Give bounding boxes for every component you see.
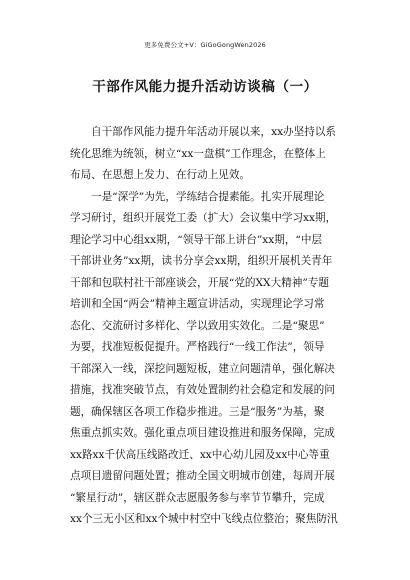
body-line: 点项目遗留问题处置；推动全国文明城市创建，每周开展: [70, 470, 335, 482]
body-line: 干部和包联村社干部座谈会，开展“党的XX大精神”专题: [70, 276, 329, 289]
header-note: 更多免费公文+V：GiGoGongWen2026: [144, 41, 266, 49]
document-body: [70, 122, 346, 531]
body-line: 培训和全国“两会”精神主题宣讲活动，实现理论学习常: [70, 298, 325, 310]
body-line: 一是“深学”为先，学练结合提素能。扎实开展理论: [91, 190, 325, 203]
body-line: xx路xx千伏高压线路改迁、xx中心幼儿园及xx中心等重: [70, 448, 330, 461]
body-line: 为要，找准短板促提升。严格践行“一线工作法”，领导: [70, 341, 325, 353]
body-line: 题，确保辖区各项工作稳步推进。三是“服务”为基，聚: [70, 405, 325, 418]
body-line: “繁星行动”，辖区群众志愿服务参与率节节攀升，完成: [70, 491, 325, 504]
body-line: 统化思维为统领，树立“xx一盘棋”工作理念，在整体上: [70, 147, 326, 160]
body-line: 自干部作风能力提升年活动开展以来，xx办坚持以系: [91, 126, 337, 138]
body-line: 干部深入一线，深挖问题短板，建立问题清单，强化解决: [70, 362, 335, 375]
body-line: 学习研讨，组织开展党工委（扩大）会议集中学习xx期，: [70, 212, 337, 224]
body-line: xx个三无小区和xx个城中村空中飞线点位整治；聚焦防汛: [70, 513, 338, 525]
body-line: 态化、交流研讨多样化、学以致用实效化。二是“聚思”: [70, 319, 325, 332]
body-line: 理论学习中心组xx期，“领导干部上讲台”xx期，“中层: [70, 233, 323, 246]
document-title: 干部作风能力提升活动访谈稿（一）: [92, 79, 318, 95]
body-line: 焦重点抓实效。强化重点项目建设推进和服务保障，完成: [70, 427, 335, 439]
body-line: 布局、在思想上发力、在行动上见效。: [70, 169, 251, 181]
body-line: 干部讲业务”xx期，读书分享会xx期，组织开展机关青年: [70, 255, 333, 267]
body-line: 措施，找准突破节点，有效处置制约社会稳定和发展的问: [70, 384, 335, 396]
